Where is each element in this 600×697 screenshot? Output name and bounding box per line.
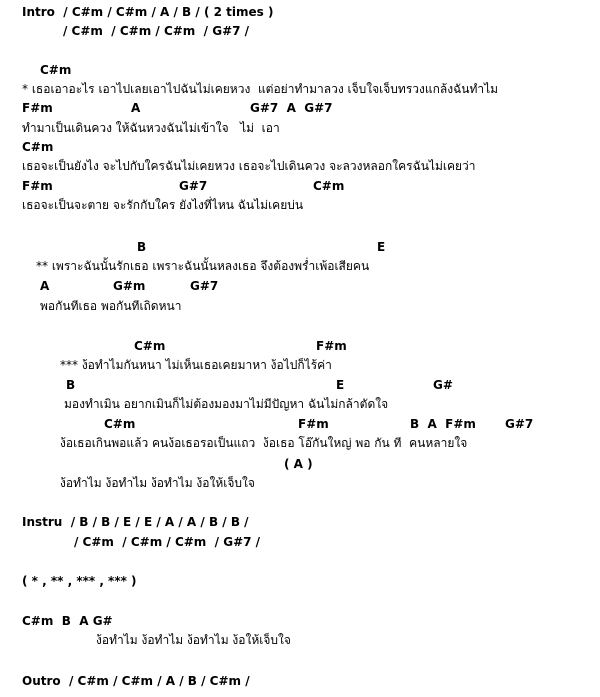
- chorus-chord-line-2a: A: [40, 279, 50, 293]
- chorus-lyric-line-1: ** เพราะฉันนั้นรักเธอ เพราะฉันนั้นหลงเธอ จึงต้องพร่ำเพ้อเสียคน: [36, 259, 370, 273]
- repeat-marker: ( * , ** , *** , *** ): [22, 574, 137, 588]
- verse-chord-line-4a: F#m: [22, 179, 53, 193]
- ending-lyric-line: ง้อทำไม ง้อทำไม ง้อทำไม ง้อให้เจ็บใจ: [96, 633, 291, 647]
- verse-lyric-line-2: ทำมาเป็นเดินควง ให้ฉันหวงฉันไม่เข้าใจ ไม่ เอา: [22, 121, 280, 135]
- chorus-chord-line-1a: B: [137, 240, 147, 254]
- bridge-chord-line-2a: B: [66, 378, 76, 392]
- verse-chord-line-2b: A: [131, 101, 141, 115]
- chorus-chord-line-2c: G#7: [190, 279, 219, 293]
- bridge-lyric-line-2: มองทำเมิน อยากเมินก็ไม่ต้องมองมาไม่มีปัญหา ฉันไม่กล้าตัดใจ: [64, 397, 389, 411]
- verse-lyric-line-3: เธอจะเป็นยังไง จะไปกับใครฉันไม่เคยหวง เธอจะไปเดินควง จะลวงหลอกใครฉันไม่เคยว่า: [22, 159, 476, 173]
- bridge-chord-line-1b: F#m: [316, 339, 347, 353]
- verse-chord-line-1: C#m: [40, 63, 72, 77]
- intro-line-2: / C#m / C#m / C#m / G#7 /: [63, 24, 250, 38]
- bridge-chord-line-3c: B A F#m: [410, 417, 476, 431]
- ending-chord-line: C#m B A G#: [22, 614, 113, 628]
- instru-line-1: Instru / B / B / E / E / A / A / B / B /: [22, 515, 249, 529]
- verse-chord-line-2c: G#7 A G#7: [250, 101, 333, 115]
- bridge-chord-line-3a: C#m: [104, 417, 136, 431]
- bridge-chord-line-4: ( A ): [284, 457, 313, 471]
- intro-line-1: Intro / C#m / C#m / A / B / ( 2 times ): [22, 5, 274, 19]
- verse-chord-line-4c: C#m: [313, 179, 345, 193]
- bridge-chord-line-3d: G#7: [505, 417, 534, 431]
- bridge-lyric-line-3: ง้อเธอเกินพอแล้ว คนง้อเธอรอเป็นแถว ง้อเธอ โอ๊กันใหญ่ พอ กัน ที คนหลายใจ: [60, 436, 468, 450]
- chorus-chord-line-1b: E: [377, 240, 386, 254]
- chorus-chord-line-2b: G#m: [113, 279, 146, 293]
- instru-line-2: / C#m / C#m / C#m / G#7 /: [74, 535, 261, 549]
- bridge-chord-line-1a: C#m: [134, 339, 166, 353]
- chorus-lyric-line-2: พอกันทีเธอ พอกันทีเถิดหนา: [40, 299, 182, 313]
- verse-chord-line-3: C#m: [22, 140, 54, 154]
- bridge-chord-line-2c: G#: [433, 378, 453, 392]
- verse-chord-line-2a: F#m: [22, 101, 53, 115]
- bridge-lyric-line-1: *** ง้อทำไมกันหนา ไม่เห็นเธอเคยมาหา ง้อไปก็ไร้ค่า: [60, 358, 332, 372]
- bridge-lyric-line-4: ง้อทำไม ง้อทำไม ง้อทำไม ง้อให้เจ็บใจ: [60, 476, 255, 490]
- verse-chord-line-4b: G#7: [179, 179, 208, 193]
- outro-line: Outro / C#m / C#m / A / B / C#m /: [22, 674, 250, 688]
- bridge-chord-line-3b: F#m: [298, 417, 329, 431]
- bridge-chord-line-2b: E: [336, 378, 345, 392]
- verse-lyric-line-1: * เธอเอาอะไร เอาไปเลยเอาไปฉันไม่เคยหวง แต่อย่าทำมาลวง เจ็บใจเจ็บทรวงแกล้งฉันทำไม: [22, 82, 499, 96]
- verse-lyric-line-4: เธอจะเป็นจะตาย จะรักกับใคร ยังไงที่ไหน ฉันไม่เคยบ่น: [22, 198, 304, 212]
